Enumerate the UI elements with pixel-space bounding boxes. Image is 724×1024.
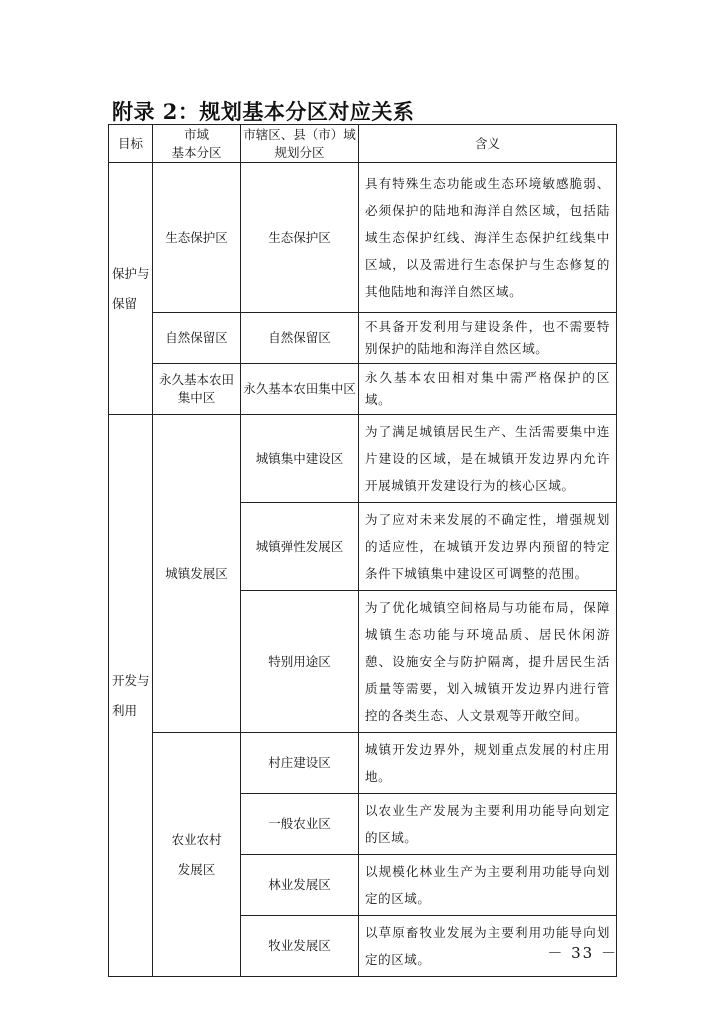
meaning-pasture: 以草原畜牧业发展为主要利用功能导向划定的区域。 (359, 916, 617, 977)
meaning-farmland: 永久基本农田相对集中需严格保护的区域。 (359, 364, 617, 415)
county-zone-special: 特别用途区 (241, 591, 359, 733)
meaning-special: 为了优化城镇空间格局与功能布局，保障城镇生态功能与环境品质、居民休闲游憩、设施安全与防护隔离，提升居民生活质量等需要，划入城镇开发边界内进行管控的各类生态、人文景观等开敞空间。 (359, 591, 617, 733)
city-zone-natural: 自然保留区 (153, 313, 241, 364)
county-zone-natural: 自然保留区 (241, 313, 359, 364)
city-zone-rural: 农业农村 发展区 (153, 733, 241, 977)
meaning-natural: 不具备开发利用与建设条件，也不需要特别保护的陆地和海洋自然区域。 (359, 313, 617, 364)
city-zone-urban: 城镇发展区 (153, 415, 241, 733)
county-zone-agri: 一般农业区 (241, 794, 359, 855)
zoning-table (108, 124, 617, 977)
meaning-village: 城镇开发边界外，规划重点发展的村庄用地。 (359, 733, 617, 794)
table-header-row (109, 125, 617, 163)
table-row (109, 415, 617, 503)
table-row (109, 313, 617, 364)
county-zone-urban-flex: 城镇弹性发展区 (241, 503, 359, 591)
goal-protect: 保护与 保留 (109, 163, 153, 415)
meaning-urban-flex: 为了应对未来发展的不确定性，增强规划的适应性，在城镇开发边界内预留的特定条件下城镇集中建设区可调整的范围。 (359, 503, 617, 591)
county-zone-urban-core: 城镇集中建设区 (241, 415, 359, 503)
table-row (109, 163, 617, 313)
table-row (109, 733, 617, 794)
county-zone-pasture: 牧业发展区 (241, 916, 359, 977)
county-zone-forest: 林业发展区 (241, 855, 359, 916)
table-row (109, 364, 617, 415)
county-zone-eco: 生态保护区 (241, 163, 359, 313)
goal-develop: 开发与 利用 (109, 415, 153, 977)
header-goal: 目标 (109, 125, 153, 163)
meaning-eco: 具有特殊生态功能或生态环境敏感脆弱、必须保护的陆地和海洋自然区域，包括陆域生态保护红线、海洋生态保护红线集中区域，以及需进行生态保护与生态修复的其他陆地和海洋自然区域。 (359, 163, 617, 313)
header-county-zone: 市辖区、县（市）域 规划分区 (241, 125, 359, 163)
header-meaning: 含义 (359, 125, 617, 163)
county-zone-farmland: 永久基本农田集中区 (241, 364, 359, 415)
county-zone-village: 村庄建设区 (241, 733, 359, 794)
city-zone-farmland: 永久基本农田 集中区 (153, 364, 241, 415)
meaning-urban-core: 为了满足城镇居民生产、生活需要集中连片建设的区域，是在城镇开发边界内允许开展城镇开发建设行为的核心区域。 (359, 415, 617, 503)
page-title: 附录 2：规划基本分区对应关系 (112, 99, 415, 124)
page-number: － 33 － (547, 944, 618, 962)
header-city-zone: 市域 基本分区 (153, 125, 241, 163)
meaning-agri: 以农业生产发展为主要利用功能导向划定的区域。 (359, 794, 617, 855)
meaning-forest: 以规模化林业生产为主要利用功能导向划定的区域。 (359, 855, 617, 916)
city-zone-eco: 生态保护区 (153, 163, 241, 313)
